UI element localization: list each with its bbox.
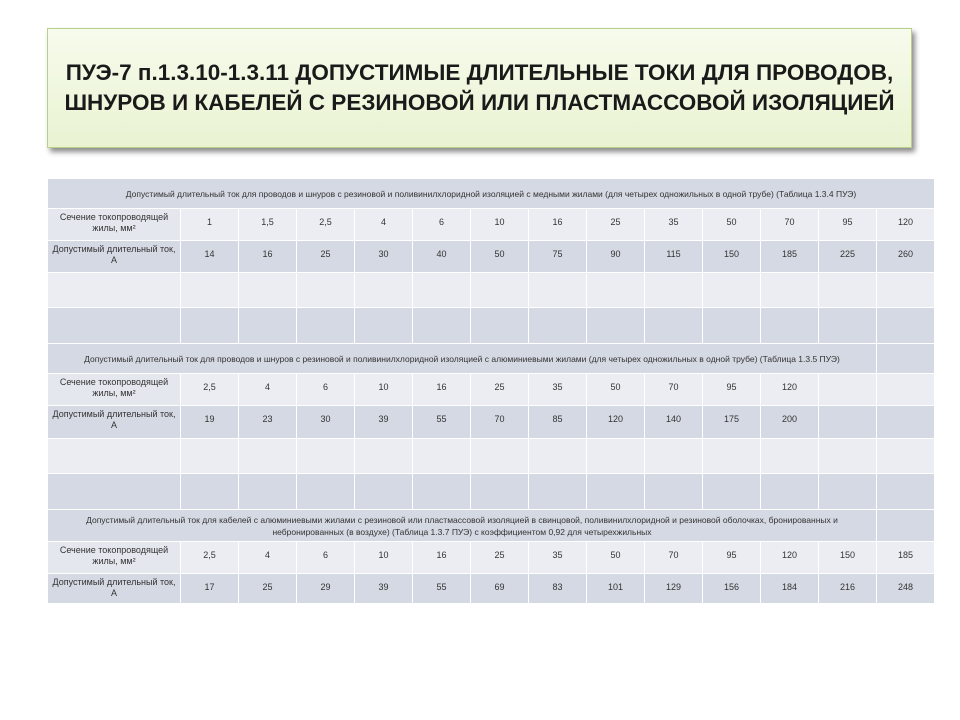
current-value: 140	[645, 406, 703, 439]
empty-cell	[819, 474, 877, 510]
empty-cell	[819, 273, 877, 308]
empty-cell	[819, 374, 877, 406]
current-table	[47, 178, 935, 604]
empty-cell	[761, 273, 819, 308]
cross-section-value: 70	[645, 542, 703, 574]
empty-cell	[877, 273, 935, 308]
current-value: 156	[703, 574, 761, 604]
empty-cell	[297, 273, 355, 308]
current-value: 19	[181, 406, 239, 439]
cross-section-value: 6	[413, 209, 471, 241]
current-value: 40	[413, 241, 471, 273]
row-label-cross-section: Сечение токопроводящей жилы, мм²	[48, 209, 181, 241]
page-title: ПУЭ-7 п.1.3.10-1.3.11 ДОПУСТИМЫЕ ДЛИТЕЛЬНЫЕ ТОКИ ДЛЯ ПРОВОДОВ, ШНУРОВ И КАБЕЛЕЙ С РЕЗИНОВОЙ ИЛИ ПЛАСТМАССОВОЙ ИЗОЛЯЦИЕЙ	[64, 60, 895, 115]
empty-cell	[819, 406, 877, 439]
row-label-current: Допустимый длительный ток, А	[48, 574, 181, 604]
empty-cell	[48, 308, 181, 344]
empty-cell	[181, 308, 239, 344]
current-value: 115	[645, 241, 703, 273]
cross-section-value: 35	[645, 209, 703, 241]
empty-cell	[181, 439, 239, 474]
current-value: 129	[645, 574, 703, 604]
empty-cell	[355, 273, 413, 308]
current-value: 185	[761, 241, 819, 273]
title-banner	[47, 28, 912, 148]
empty-cell	[703, 273, 761, 308]
cross-section-value: 25	[587, 209, 645, 241]
current-value: 17	[181, 574, 239, 604]
cross-section-value: 6	[297, 542, 355, 574]
cross-section-value: 120	[877, 209, 935, 241]
cross-section-value: 6	[297, 374, 355, 406]
cross-section-value: 35	[529, 374, 587, 406]
empty-cell	[819, 308, 877, 344]
current-value: 39	[355, 574, 413, 604]
current-value: 184	[761, 574, 819, 604]
current-value: 14	[181, 241, 239, 273]
row-label-current: Допустимый длительный ток, А	[48, 241, 181, 273]
empty-cell	[819, 439, 877, 474]
current-value: 69	[471, 574, 529, 604]
current-value: 90	[587, 241, 645, 273]
empty-cell	[645, 273, 703, 308]
current-value: 50	[471, 241, 529, 273]
empty-cell	[413, 439, 471, 474]
cross-section-value: 50	[703, 209, 761, 241]
current-value: 16	[239, 241, 297, 273]
current-value: 55	[413, 406, 471, 439]
row-label-cross-section: Сечение токопроводящей жилы, мм²	[48, 374, 181, 406]
empty-cell	[239, 439, 297, 474]
current-value: 150	[703, 241, 761, 273]
empty-cell	[877, 374, 935, 406]
current-value: 29	[297, 574, 355, 604]
cross-section-value: 16	[413, 542, 471, 574]
empty-cell	[181, 273, 239, 308]
cross-section-value: 120	[761, 374, 819, 406]
current-value: 30	[297, 406, 355, 439]
empty-cell	[471, 474, 529, 510]
empty-cell	[413, 474, 471, 510]
current-value: 55	[413, 574, 471, 604]
cross-section-value: 50	[587, 374, 645, 406]
empty-cell	[877, 344, 935, 374]
cross-section-value: 70	[761, 209, 819, 241]
empty-cell	[471, 308, 529, 344]
empty-cell	[355, 474, 413, 510]
cross-section-value: 150	[819, 542, 877, 574]
cross-section-value: 95	[703, 374, 761, 406]
cross-section-value: 10	[355, 542, 413, 574]
cross-section-value: 1	[181, 209, 239, 241]
current-value: 200	[761, 406, 819, 439]
empty-cell	[877, 406, 935, 439]
empty-cell	[587, 273, 645, 308]
empty-cell	[877, 308, 935, 344]
cross-section-value: 35	[529, 542, 587, 574]
empty-cell	[587, 308, 645, 344]
current-value: 248	[877, 574, 935, 604]
current-value: 225	[819, 241, 877, 273]
current-value: 30	[355, 241, 413, 273]
current-value: 216	[819, 574, 877, 604]
empty-cell	[645, 308, 703, 344]
current-value: 175	[703, 406, 761, 439]
empty-cell	[297, 439, 355, 474]
empty-cell	[587, 439, 645, 474]
empty-cell	[703, 308, 761, 344]
empty-cell	[703, 474, 761, 510]
section-caption: Допустимый длительный ток для проводов и шнуров с резиновой и поливинилхлоридной изоляцией с алюминиевыми жилами (для четырех одножильных в одной трубе) (Таблица 1.3.5 ПУЭ)	[48, 344, 877, 374]
cross-section-value: 25	[471, 542, 529, 574]
cross-section-value: 50	[587, 542, 645, 574]
empty-cell	[761, 308, 819, 344]
cross-section-value: 10	[355, 374, 413, 406]
cross-section-value: 16	[529, 209, 587, 241]
cross-section-value: 95	[703, 542, 761, 574]
empty-cell	[877, 474, 935, 510]
cross-section-value: 16	[413, 374, 471, 406]
empty-cell	[355, 439, 413, 474]
empty-cell	[529, 474, 587, 510]
current-value: 120	[587, 406, 645, 439]
empty-cell	[645, 439, 703, 474]
cross-section-value: 120	[761, 542, 819, 574]
empty-cell	[471, 273, 529, 308]
empty-cell	[239, 308, 297, 344]
empty-cell	[239, 474, 297, 510]
empty-cell	[297, 308, 355, 344]
empty-cell	[529, 439, 587, 474]
current-value: 75	[529, 241, 587, 273]
table-body	[48, 179, 935, 604]
cross-section-value: 185	[877, 542, 935, 574]
cross-section-value: 4	[239, 374, 297, 406]
cross-section-value: 2,5	[297, 209, 355, 241]
empty-cell	[761, 439, 819, 474]
row-label-cross-section: Сечение токопроводящей жилы, мм²	[48, 542, 181, 574]
current-value: 25	[297, 241, 355, 273]
empty-cell	[877, 439, 935, 474]
cross-section-value: 4	[355, 209, 413, 241]
cross-section-value: 2,5	[181, 374, 239, 406]
empty-cell	[239, 273, 297, 308]
current-value: 25	[239, 574, 297, 604]
empty-cell	[48, 474, 181, 510]
cross-section-value: 10	[471, 209, 529, 241]
cross-section-value: 4	[239, 542, 297, 574]
row-label-current: Допустимый длительный ток, А	[48, 406, 181, 439]
current-value: 70	[471, 406, 529, 439]
current-value: 39	[355, 406, 413, 439]
empty-cell	[703, 439, 761, 474]
empty-cell	[355, 308, 413, 344]
empty-cell	[48, 273, 181, 308]
current-value: 83	[529, 574, 587, 604]
empty-cell	[413, 308, 471, 344]
cross-section-value: 2,5	[181, 542, 239, 574]
empty-cell	[645, 474, 703, 510]
empty-cell	[181, 474, 239, 510]
empty-cell	[529, 308, 587, 344]
empty-cell	[471, 439, 529, 474]
empty-cell	[761, 474, 819, 510]
cross-section-value: 70	[645, 374, 703, 406]
empty-cell	[48, 439, 181, 474]
empty-cell	[877, 510, 935, 542]
empty-cell	[529, 273, 587, 308]
cross-section-value: 95	[819, 209, 877, 241]
section-caption: Допустимый длительный ток для проводов и шнуров с резиновой и поливинилхлоридной изоляцией с медными жилами (для четырех одножильных в одной трубе) (Таблица 1.3.4 ПУЭ)	[48, 179, 935, 209]
current-value: 260	[877, 241, 935, 273]
cross-section-value: 25	[471, 374, 529, 406]
current-value: 23	[239, 406, 297, 439]
current-value: 101	[587, 574, 645, 604]
empty-cell	[413, 273, 471, 308]
empty-cell	[297, 474, 355, 510]
empty-cell	[587, 474, 645, 510]
cross-section-value: 1,5	[239, 209, 297, 241]
section-caption: Допустимый длительный ток для кабелей с алюминиевыми жилами с резиновой или пластмассовой изоляцией в свинцовой, поливинилхлоридной и резиновой оболочках, бронированных и небронированных (в воздухе) (Таблица 1.3.7 ПУЭ) с коэффициентом 0,92 для четырехжильных	[48, 510, 877, 542]
current-value: 85	[529, 406, 587, 439]
